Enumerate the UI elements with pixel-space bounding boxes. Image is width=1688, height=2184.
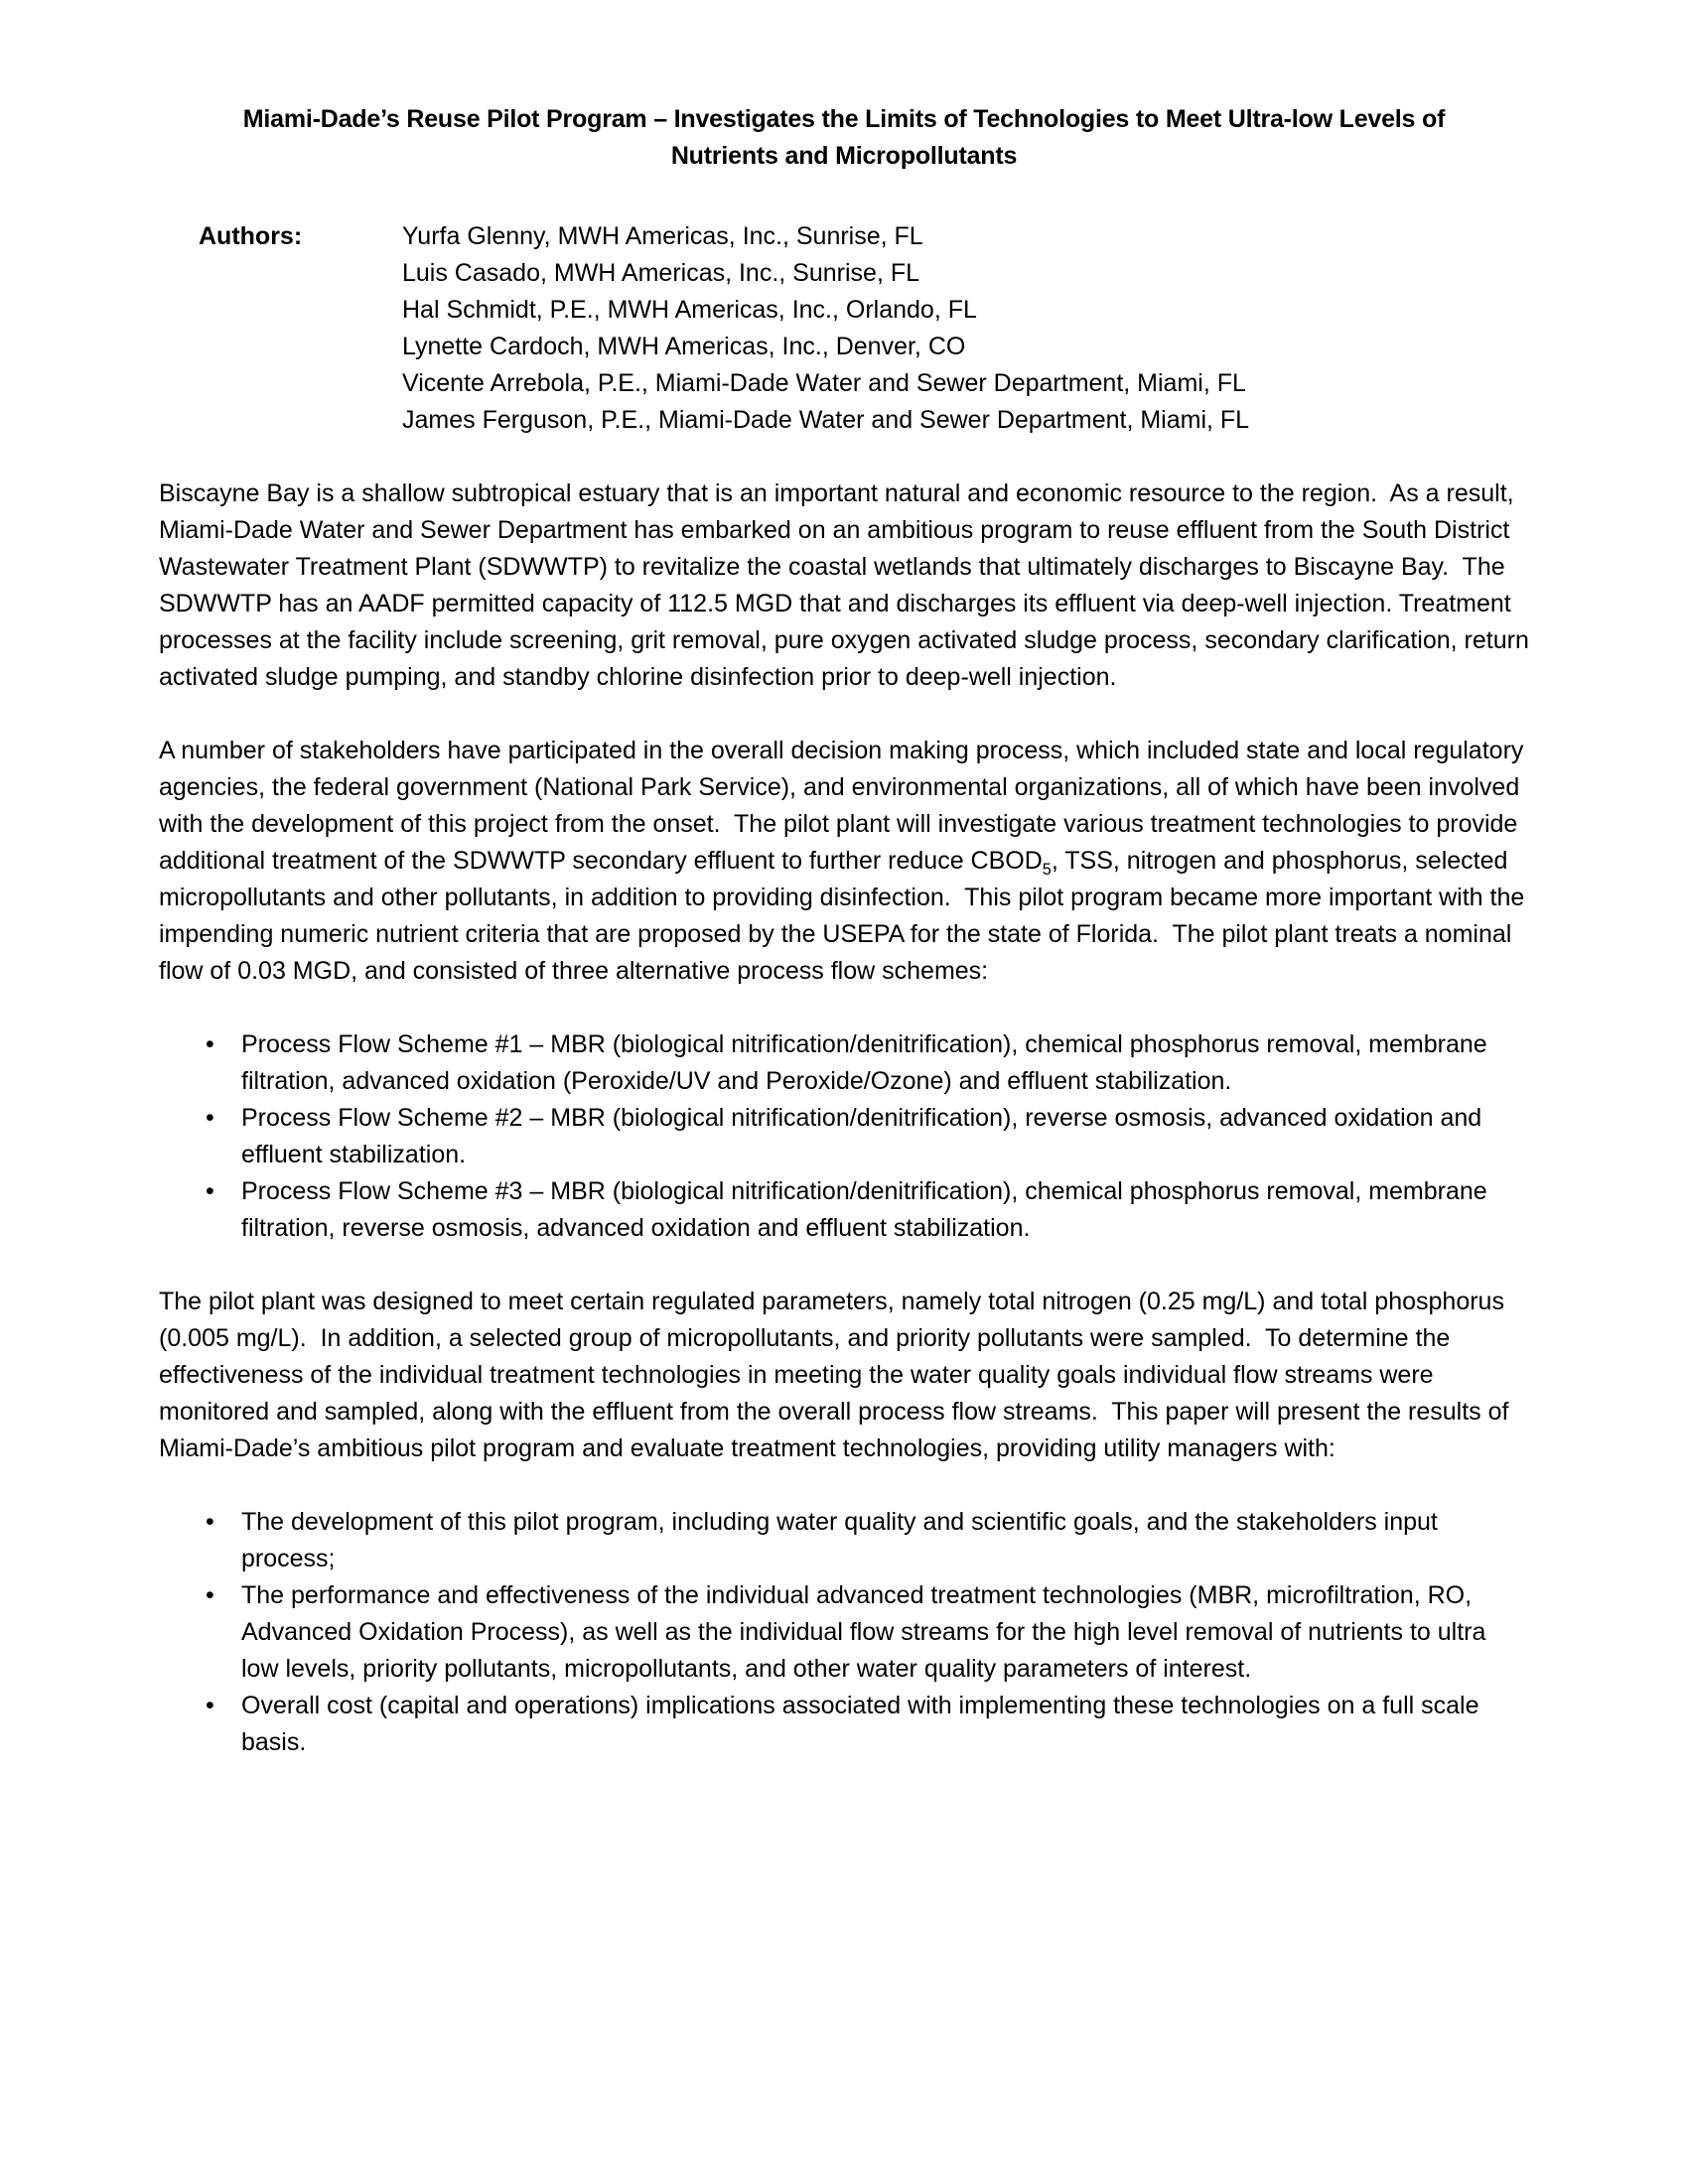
authors-list bbox=[402, 218, 1514, 439]
authors-block bbox=[199, 218, 1514, 439]
title-line-2: Nutrients and Micropollutants bbox=[670, 142, 1018, 170]
list-item-goal-3: • Overall cost (capital and operations) implications associated with implementing these technologies on a full scale basis. bbox=[241, 1688, 1529, 1761]
paragraph-stakeholders-text-before: A number of stakeholders have participated in the overall decision making process, which included state and local regulatory agencies, the federal government (National Park Service), and environmental organizations, all of which have been involved with the development of this project from the onset. The pilot plant will investigate various treatment technologies to provide additional treatment of the SDWWTP secondary effluent to further reduce CBOD bbox=[159, 737, 1531, 875]
paper-goals-list bbox=[159, 1504, 1529, 1761]
author-line: Hal Schmidt, P.E., MWH Americas, Inc., Orlando, FL bbox=[402, 296, 977, 324]
list-item-goal-1: • The development of this pilot program, including water quality and scientific goals, and the stakeholders input process; bbox=[241, 1504, 1529, 1577]
author-line: Vicente Arrebola, P.E., Miami-Dade Water and Sewer Department, Miami, FL bbox=[402, 369, 1246, 397]
paragraph-stakeholders bbox=[159, 733, 1532, 990]
paragraph-stakeholders-text-after: , TSS, nitrogen and phosphorus, selected micropollutants and other pollutants, in addition to providing disinfection. This pilot program became more important with the impending numeric nutrient criteria that are proposed by the USEPA for the state of Florida. The pilot plant treats a nominal flow of 0.03 MGD, and consisted of three alternative process flow schemes: bbox=[159, 847, 1532, 985]
list-item-scheme-3: • Process Flow Scheme #3 – MBR (biological nitrification/denitrification), chemical phosphorus removal, membrane filtration, reverse osmosis, advanced oxidation and effluent stabilization. bbox=[241, 1173, 1529, 1247]
author-line: Luis Casado, MWH Americas, Inc., Sunrise, FL bbox=[402, 259, 920, 287]
list-item-scheme-2: • Process Flow Scheme #2 – MBR (biological nitrification/denitrification), reverse osmosis, advanced oxidation and effluent stabilization. bbox=[241, 1100, 1529, 1173]
document-title bbox=[159, 101, 1529, 175]
list-item-goal-2: • The performance and effectiveness of the individual advanced treatment technologies (MBR, microfiltration, RO, Advanced Oxidation Process), as well as the individual flow streams for the high level removal of nutrients to ultra low levels, priority pollutants, micropollutants, and other water quality parameters of interest. bbox=[241, 1577, 1529, 1688]
author-line: Lynette Cardoch, MWH Americas, Inc., Denver, CO bbox=[402, 333, 966, 360]
paragraph-design: The pilot plant was designed to meet certain regulated parameters, namely total nitrogen (0.25 mg/L) and total phosphorus (0.005 mg/L). In addition, a selected group of micropollutants, and priority pollutants were sampled. To determine the effectiveness of the individual treatment technologies in meeting the water quality goals individual flow streams were monitored and sampled, along with the effluent from the overall process flow streams. This paper will present the results of Miami-Dade’s ambitious pilot program and evaluate treatment technologies, providing utility managers with: bbox=[159, 1288, 1516, 1462]
cbod-subscript: 5 bbox=[1042, 861, 1052, 879]
paragraph-intro: Biscayne Bay is a shallow subtropical estuary that is an important natural and economic resource to the region. As a result, Miami-Dade Water and Sewer Department has embarked on an ambitious program to reuse effluent from the South District Wastewater Treatment Plant (SDWWTP) to revitalize the coastal wetlands that ultimately discharges to Biscayne Bay. The SDWWTP has an AADF permitted capacity of 112.5 MGD that and discharges its effluent via deep-well injection. Treatment processes at the facility include screening, grit removal, pure oxygen activated sludge process, secondary clarification, return activated sludge pumping, and standby chlorine disinfection prior to deep-well injection. bbox=[159, 479, 1536, 691]
process-flow-scheme-list bbox=[159, 1026, 1529, 1247]
list-item-scheme-1: • Process Flow Scheme #1 – MBR (biological nitrification/denitrification), chemical phosphorus removal, membrane filtration, advanced oxidation (Peroxide/UV and Peroxide/Ozone) and effluent stabilization. bbox=[241, 1026, 1529, 1100]
title-line-1: Miami-Dade’s Reuse Pilot Program – Investigates the Limits of Technologies to Meet Ultra-low Levels of bbox=[242, 105, 1446, 133]
author-line: James Ferguson, P.E., Miami-Dade Water and Sewer Department, Miami, FL bbox=[402, 406, 1250, 434]
authors-label: Authors: bbox=[199, 222, 303, 250]
author-line: Yurfa Glenny, MWH Americas, Inc., Sunrise, FL bbox=[402, 222, 923, 250]
